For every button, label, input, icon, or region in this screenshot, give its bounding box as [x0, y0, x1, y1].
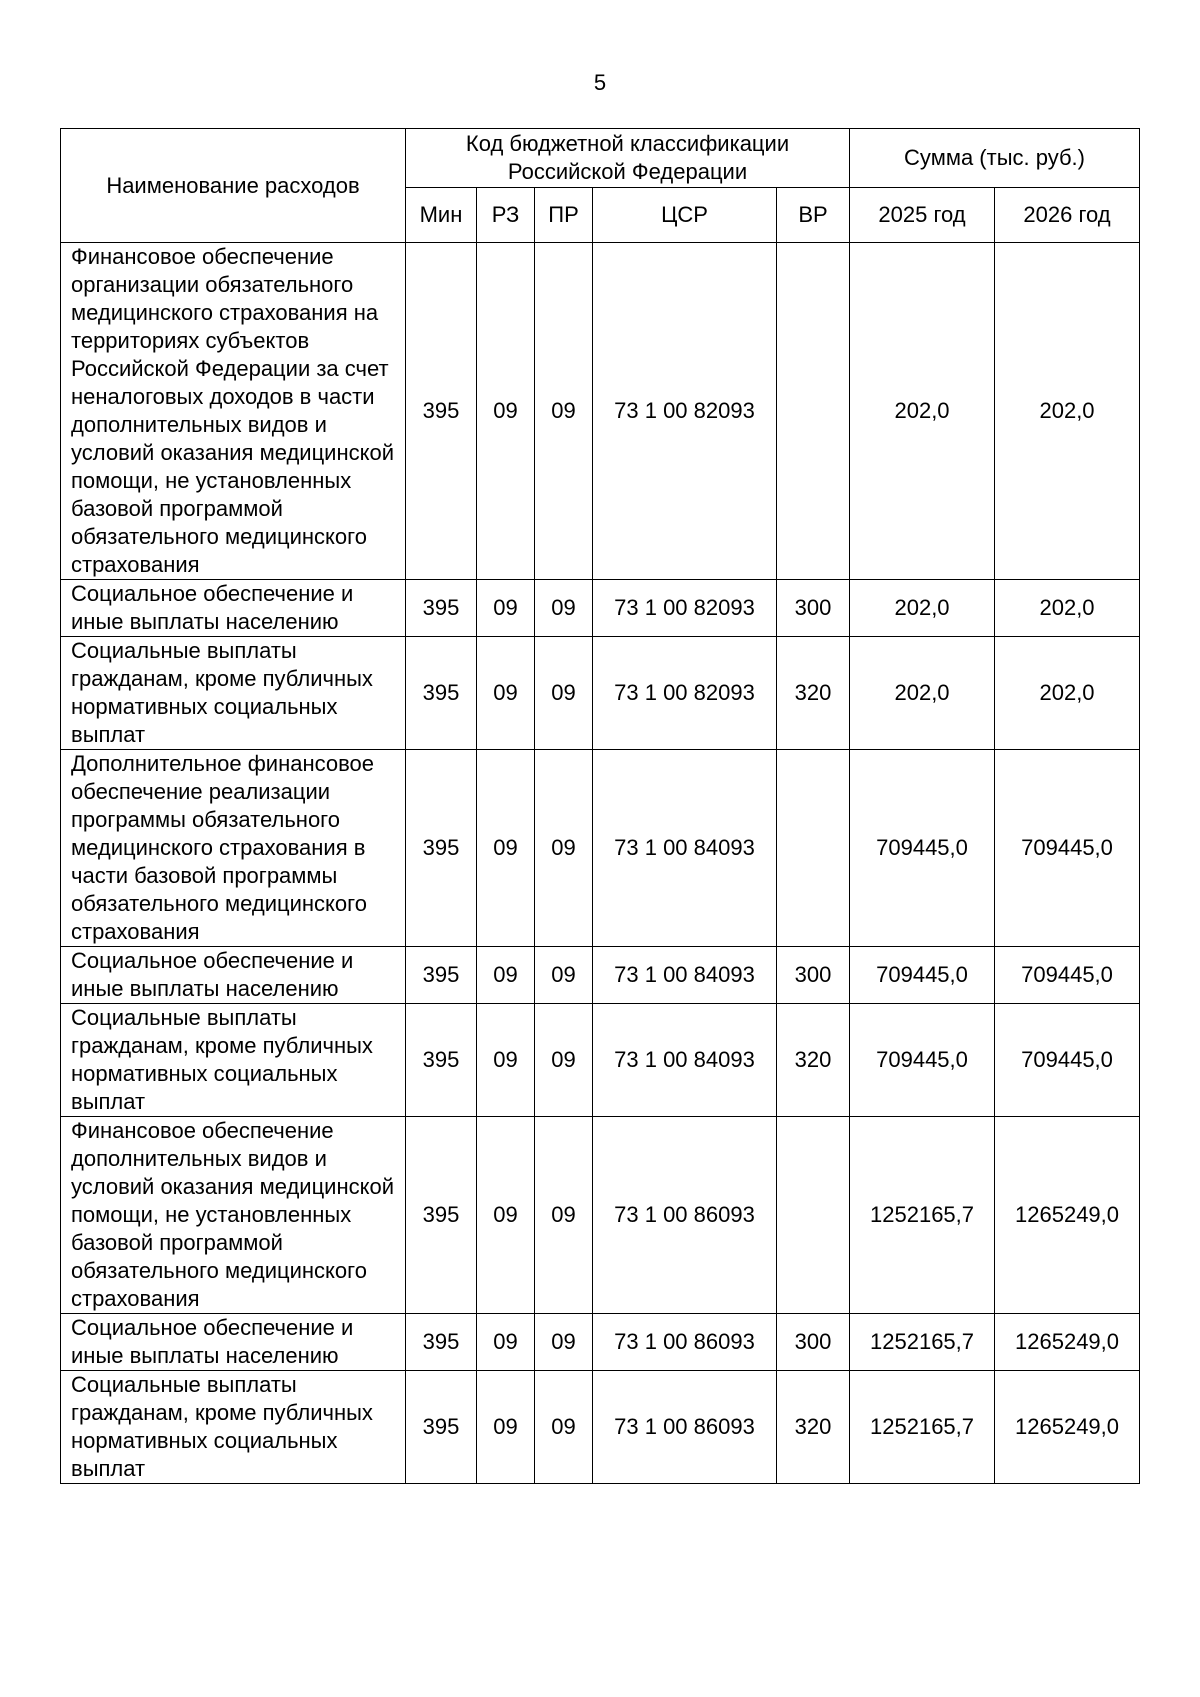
row-pr: 09	[535, 1371, 593, 1484]
header-pr: ПР	[535, 188, 593, 243]
row-pr: 09	[535, 243, 593, 580]
row-2025: 709445,0	[850, 750, 995, 947]
row-min: 395	[406, 580, 477, 637]
table-row	[61, 1314, 1140, 1371]
row-vr: 320	[777, 1371, 850, 1484]
row-rz: 09	[477, 580, 535, 637]
page-number: 5	[593, 70, 607, 95]
row-name: Социальные выплаты гражданам, кроме публичных нормативных социальных выплат	[61, 1371, 406, 1484]
row-2025: 202,0	[850, 580, 995, 637]
row-rz: 09	[477, 947, 535, 1004]
table-row	[61, 947, 1140, 1004]
row-csr: 73 1 00 86093	[593, 1117, 777, 1314]
row-csr: 73 1 00 82093	[593, 637, 777, 750]
row-vr	[777, 1117, 850, 1314]
header-2026: 2026 год	[995, 188, 1140, 243]
row-2026: 202,0	[995, 243, 1140, 580]
row-2025: 202,0	[850, 637, 995, 750]
row-pr: 09	[535, 947, 593, 1004]
row-min: 395	[406, 1117, 477, 1314]
row-csr: 73 1 00 84093	[593, 1004, 777, 1117]
row-vr: 320	[777, 1004, 850, 1117]
header-2025: 2025 год	[850, 188, 995, 243]
row-name: Дополнительное финансовое обеспечение реализации программы обязательного медицинского страхования в части базовой программы обязательного медицинского страхования	[61, 750, 406, 947]
header-name-column: Наименование расходов	[61, 129, 406, 243]
row-2025: 709445,0	[850, 1004, 995, 1117]
row-vr: 320	[777, 637, 850, 750]
row-min: 395	[406, 947, 477, 1004]
row-vr: 300	[777, 580, 850, 637]
row-rz: 09	[477, 1004, 535, 1117]
expenses-table	[60, 128, 1140, 1484]
row-2026: 1265249,0	[995, 1371, 1140, 1484]
row-2026: 202,0	[995, 580, 1140, 637]
row-min: 395	[406, 1004, 477, 1117]
row-name: Социальные выплаты гражданам, кроме публичных нормативных социальных выплат	[61, 637, 406, 750]
row-min: 395	[406, 1371, 477, 1484]
row-min: 395	[406, 637, 477, 750]
row-pr: 09	[535, 1004, 593, 1117]
row-vr	[777, 750, 850, 947]
row-name: Финансовое обеспечение дополнительных видов и условий оказания медицинской помощи, не установленных базовой программой обязательного медицинского страхования	[61, 1117, 406, 1314]
row-2026: 1265249,0	[995, 1314, 1140, 1371]
row-min: 395	[406, 1314, 477, 1371]
row-name: Социальное обеспечение и иные выплаты населению	[61, 947, 406, 1004]
row-2025: 202,0	[850, 243, 995, 580]
row-min: 395	[406, 243, 477, 580]
row-pr: 09	[535, 750, 593, 947]
row-rz: 09	[477, 637, 535, 750]
row-vr: 300	[777, 1314, 850, 1371]
row-csr: 73 1 00 86093	[593, 1371, 777, 1484]
row-vr	[777, 243, 850, 580]
row-2025: 709445,0	[850, 947, 995, 1004]
row-2026: 1265249,0	[995, 1117, 1140, 1314]
header-csr: ЦСР	[593, 188, 777, 243]
row-2025: 1252165,7	[850, 1117, 995, 1314]
table-row	[61, 1371, 1140, 1484]
row-rz: 09	[477, 1314, 535, 1371]
table-row	[61, 1117, 1140, 1314]
row-rz: 09	[477, 1371, 535, 1484]
header-min: Мин	[406, 188, 477, 243]
header-sum-group: Сумма (тыс. руб.)	[850, 129, 1140, 188]
row-pr: 09	[535, 637, 593, 750]
table-row	[61, 637, 1140, 750]
header-vr: ВР	[777, 188, 850, 243]
row-2026: 202,0	[995, 637, 1140, 750]
table-row	[61, 1004, 1140, 1117]
header-code-group: Код бюджетной классификации Российской Федерации	[406, 129, 850, 188]
row-2025: 1252165,7	[850, 1314, 995, 1371]
row-2026: 709445,0	[995, 750, 1140, 947]
row-pr: 09	[535, 580, 593, 637]
header-rz: РЗ	[477, 188, 535, 243]
row-2026: 709445,0	[995, 947, 1140, 1004]
row-pr: 09	[535, 1314, 593, 1371]
row-name: Социальные выплаты гражданам, кроме публичных нормативных социальных выплат	[61, 1004, 406, 1117]
row-2026: 709445,0	[995, 1004, 1140, 1117]
table-row	[61, 243, 1140, 580]
row-2025: 1252165,7	[850, 1371, 995, 1484]
row-min: 395	[406, 750, 477, 947]
row-csr: 73 1 00 82093	[593, 580, 777, 637]
row-csr: 73 1 00 82093	[593, 243, 777, 580]
row-name: Социальное обеспечение и иные выплаты населению	[61, 1314, 406, 1371]
row-rz: 09	[477, 243, 535, 580]
row-rz: 09	[477, 1117, 535, 1314]
row-vr: 300	[777, 947, 850, 1004]
row-rz: 09	[477, 750, 535, 947]
table-row	[61, 580, 1140, 637]
row-name: Финансовое обеспечение организации обязательного медицинского страхования на территориях субъектов Российской Федерации за счет неналоговых доходов в части дополнительных видов и условий оказания медицинской помощи, не установленных базовой программой обязательного медицинского страхования	[61, 243, 406, 580]
row-csr: 73 1 00 84093	[593, 750, 777, 947]
row-pr: 09	[535, 1117, 593, 1314]
row-name: Социальное обеспечение и иные выплаты населению	[61, 580, 406, 637]
table-row	[61, 750, 1140, 947]
row-csr: 73 1 00 84093	[593, 947, 777, 1004]
row-csr: 73 1 00 86093	[593, 1314, 777, 1371]
